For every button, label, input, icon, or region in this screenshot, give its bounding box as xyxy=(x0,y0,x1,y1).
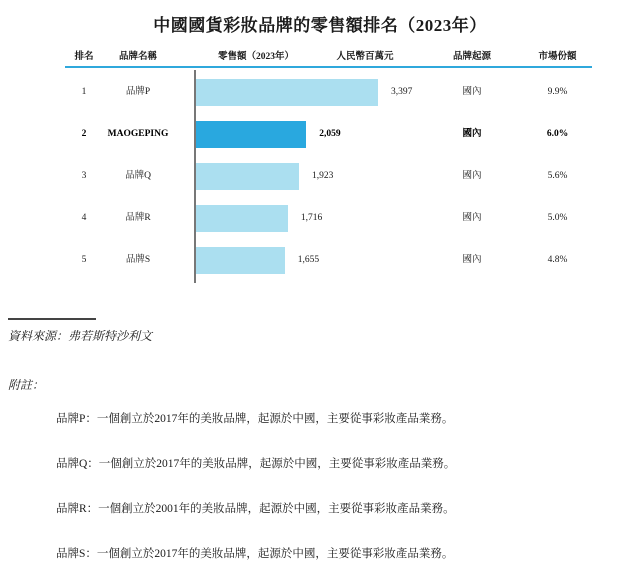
table-row-5 xyxy=(0,247,640,274)
value-bar xyxy=(196,205,288,232)
bar-value-label: 3,397 xyxy=(391,87,413,97)
header-divider-line xyxy=(65,66,592,68)
data-source-text: 資料來源：弗若斯特沙利文 xyxy=(8,329,153,343)
rank-cell: 5 xyxy=(81,255,87,265)
share-cell: 4.8% xyxy=(547,255,568,265)
table-row-2 xyxy=(0,121,640,148)
value-bar xyxy=(196,163,299,190)
footnote-brand-r: 品牌R：一個創立於2001年的美妝品牌，起源於中國，主要從事彩妝產品業務。 xyxy=(56,503,455,515)
value-bar xyxy=(196,247,285,274)
column-header-brand: 品牌名稱 xyxy=(118,52,157,62)
column-header-share: 市場份額 xyxy=(538,52,577,62)
origin-cell: 國內 xyxy=(462,129,482,139)
column-header-origin: 品牌起源 xyxy=(452,52,491,62)
share-cell: 5.0% xyxy=(547,213,568,223)
column-header-retail: 零售額（2023年） xyxy=(217,52,294,62)
brand-name-cell: MAOGEPING xyxy=(107,129,169,139)
chart-title: 中國國貨彩妝品牌的零售額排名（2023年） xyxy=(153,16,487,35)
rank-cell: 4 xyxy=(81,213,87,223)
column-header-rank: 排名 xyxy=(74,52,94,62)
value-bar-highlighted xyxy=(196,121,306,148)
origin-cell: 國內 xyxy=(462,255,482,265)
origin-cell: 國內 xyxy=(462,87,482,97)
footnote-brand-p: 品牌P：一個創立於2017年的美妝品牌，起源於中國，主要從事彩妝產品業務。 xyxy=(56,413,454,425)
source-divider-line xyxy=(8,318,96,320)
origin-cell: 國內 xyxy=(462,213,482,223)
table-row-1 xyxy=(0,79,640,106)
footnote-brand-q: 品牌Q：一個創立於2017年的美妝品牌，起源於中國，主要從事彩妝產品業務。 xyxy=(56,458,456,470)
bar-value-label: 1,655 xyxy=(297,255,320,265)
brand-name-cell: 品牌Q xyxy=(125,171,151,181)
rank-cell: 1 xyxy=(81,87,87,97)
bar-value-label: 2,059 xyxy=(319,129,341,139)
footnote-brand-s: 品牌S：一個創立於2017年的美妝品牌，起源於中國，主要從事彩妝產品業務。 xyxy=(56,548,454,560)
share-cell: 6.0% xyxy=(546,129,569,139)
brand-name-cell: 品牌R xyxy=(125,213,151,223)
bar-value-label: 1,716 xyxy=(300,213,323,223)
brand-name-cell: 品牌S xyxy=(125,255,151,265)
column-header-unit: 人民幣百萬元 xyxy=(336,52,394,62)
brand-name-cell: 品牌P xyxy=(125,87,151,97)
notes-label: 附註： xyxy=(8,378,45,392)
rank-cell: 2 xyxy=(81,129,87,139)
table-row-4 xyxy=(0,205,640,232)
bar-value-label: 1,923 xyxy=(312,171,334,181)
rank-cell: 3 xyxy=(81,171,87,181)
value-bar xyxy=(196,79,378,106)
origin-cell: 國內 xyxy=(462,171,482,181)
share-cell: 5.6% xyxy=(547,171,568,181)
share-cell: 9.9% xyxy=(547,87,568,97)
table-row-3 xyxy=(0,163,640,190)
